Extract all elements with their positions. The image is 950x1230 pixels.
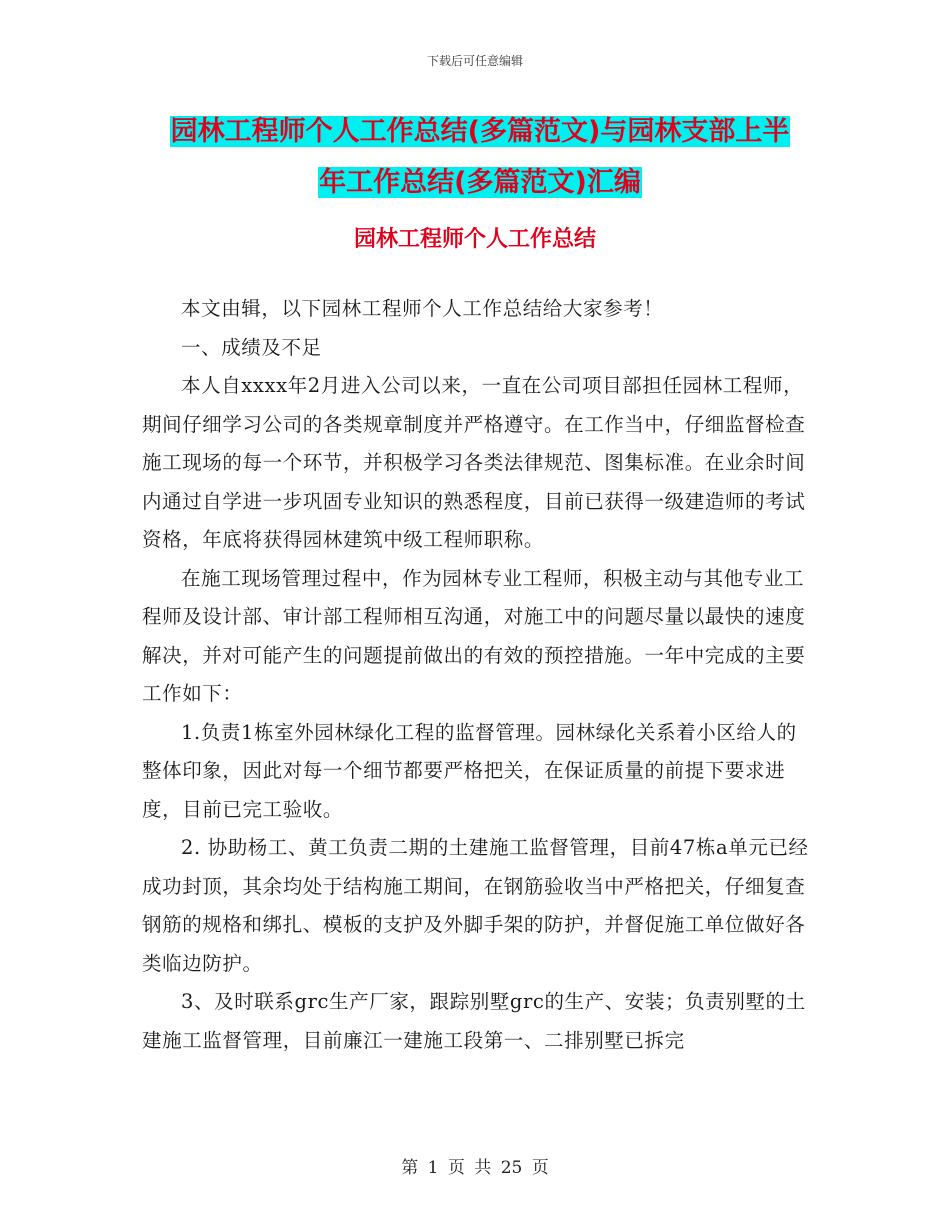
section-title: 园林工程师个人工作总结: [353, 227, 596, 252]
page-number-footer: 第 1 页 共 25 页: [401, 1158, 549, 1178]
document-body: [142, 290, 810, 1060]
header-note: 下载后可任意编辑: [426, 54, 523, 68]
document-title-line-2: 年工作总结(多篇范文)汇编: [319, 167, 641, 198]
document-title: [140, 106, 820, 208]
paragraph-item-2: 2. 协助杨工、黄工负责二期的土建施工监督管理，目前47栋a单元已经成功封顶，其余均处于结构施工期间，在钢筋验收当中严格把关，仔细复查钢筋的规格和绑扎、模板的支护及外脚手架的防护，并督促施工单位做好各类临边防护。: [142, 836, 809, 975]
paragraph-item-1: 1.负责1栋室外园林绿化工程的监督管理。园林绿化关系着小区给人的整体印象，因此对每一个细节都要严格把关，在保证质量的前提下要求进度，目前已完工验收。: [142, 720, 797, 821]
paragraph-item-3: 3、及时联系grc生产厂家，跟踪别墅grc的生产、安装；负责别墅的土建施工监督管理，目前廉江一建施工段第一、二排别墅已拆完: [142, 990, 806, 1052]
paragraph-background: 本人自xxxx年2月进入公司以来，一直在公司项目部担任园林工程师，期间仔细学习公司的各类规章制度并严格遵守。在工作当中，仔细监督检查施工现场的每一个环节，并积极学习各类法律规范、图集标准。在业余时间内通过自学进一步巩固专业知识的熟悉程度，目前已获得一级建造师的考试资格，年底将获得园林建筑中级工程师职称。: [142, 374, 806, 551]
paragraph-intro: 本文由辑，以下园林工程师个人工作总结给大家参考！: [181, 297, 664, 320]
paragraph-heading-achievements: 一、成绩及不足: [181, 335, 322, 359]
paragraph-site-management: 在施工现场管理过程中，作为园林专业工程师，积极主动与其他专业工程师及设计部、审计部工程师相互沟通，对施工中的问题尽量以最快的速度解决，并对可能产生的问题提前做出的有效的预控措施。一年中完成的主要工作如下：: [142, 566, 806, 705]
document-title-line-1: 园林工程师个人工作总结(多篇范文)与园林支部上半: [170, 116, 790, 147]
